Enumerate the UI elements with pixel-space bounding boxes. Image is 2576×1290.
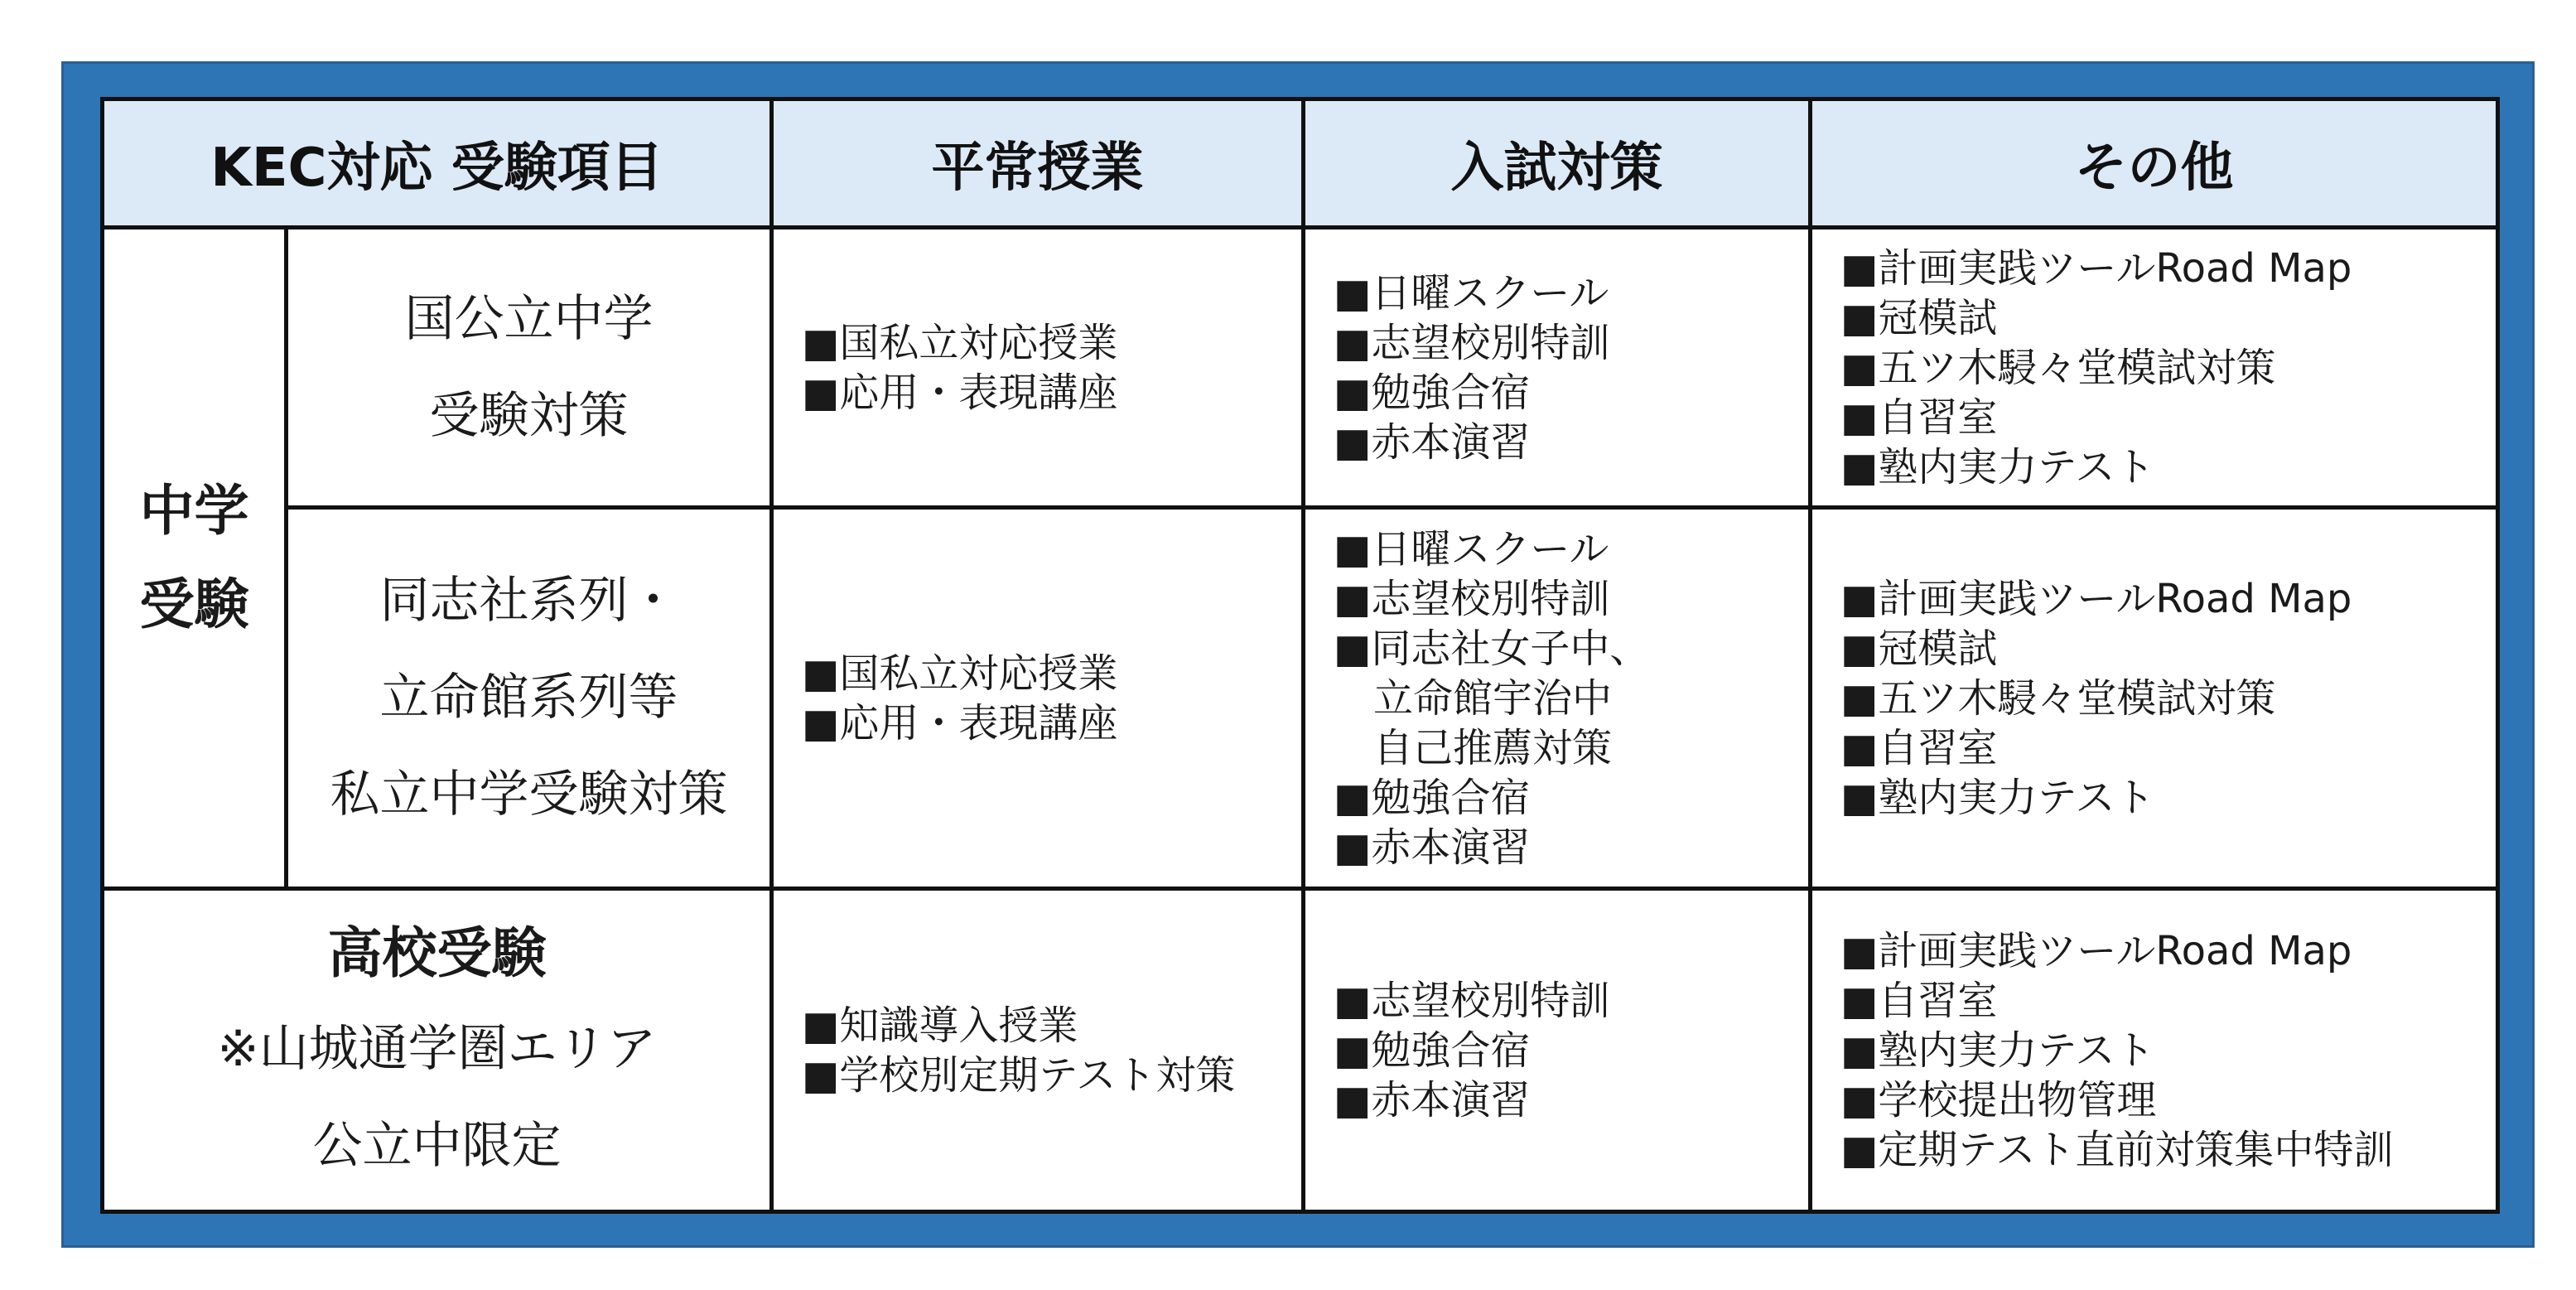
- list-item: ■国私立対応授業: [802, 319, 1118, 366]
- other-cell: [1811, 228, 2498, 508]
- public-middle-school-category: [287, 228, 772, 508]
- list-item: ■応用・表現講座: [802, 699, 1118, 746]
- list-item: ■冠模試: [1840, 294, 1998, 341]
- list-item: ■日曜スクール: [1334, 269, 1609, 316]
- list-item: 立命館宇治中: [1373, 674, 1613, 722]
- high-school-limit-note: 公立中限定: [312, 1117, 562, 1176]
- list-item: ■冠模試: [1840, 625, 1998, 672]
- high-school-exam-title: 高校受験: [327, 920, 547, 985]
- exam-prep-cell: [1304, 508, 1811, 889]
- blue-frame: [61, 61, 2535, 1248]
- table-row: [103, 228, 2498, 508]
- regular-classes-cell: [772, 889, 1304, 1212]
- list-item: ■勉強合宿: [1334, 774, 1531, 821]
- header-exam-items: KEC対応 受験項目: [103, 99, 772, 228]
- category-line: 同志社系列・: [379, 572, 678, 630]
- list-item: ■五ツ木駸々堂模試対策: [1840, 674, 2276, 722]
- list-item: ■志望校別特訓: [1334, 319, 1610, 366]
- category-line: 私立中学受験対策: [330, 766, 728, 824]
- course-table: [100, 97, 2500, 1214]
- list-item: ■応用・表現講座: [802, 369, 1118, 416]
- high-school-exam-category: [103, 889, 772, 1212]
- list-item: 自己推薦対策: [1373, 724, 1613, 771]
- table-row: [103, 889, 2498, 1212]
- other-cell: [1811, 508, 2498, 889]
- high-school-area-note: ※山城通学圏エリア: [217, 1020, 657, 1079]
- category-line: 立命館系列等: [379, 669, 678, 727]
- list-item: ■計画実践ツールRoad Map: [1840, 575, 2352, 622]
- list-item: ■五ツ木駸々堂模試対策: [1840, 344, 2276, 391]
- table-container: [100, 97, 2496, 1214]
- other-cell: [1811, 889, 2498, 1212]
- list-item: ■勉強合宿: [1334, 1027, 1531, 1074]
- list-item: ■塾内実力テスト: [1840, 1027, 2155, 1074]
- header-row: [103, 99, 2498, 228]
- list-item: ■塾内実力テスト: [1840, 443, 2155, 490]
- exam-prep-cell: [1304, 228, 1811, 508]
- header-exam-prep: 入試対策: [1304, 99, 1811, 228]
- list-item: ■定期テスト直前対策集中特訓: [1840, 1126, 2394, 1173]
- category-line: 国公立中学: [404, 289, 654, 348]
- table-row: [103, 508, 2498, 889]
- list-item: ■志望校別特訓: [1334, 977, 1610, 1024]
- list-item: ■赤本演習: [1334, 418, 1531, 466]
- list-item: ■計画実践ツールRoad Map: [1840, 244, 2352, 292]
- list-item: ■学校別定期テスト対策: [802, 1051, 1236, 1099]
- list-item: ■赤本演習: [1334, 824, 1531, 871]
- list-item: ■志望校別特訓: [1334, 575, 1610, 622]
- list-item: ■自習室: [1840, 724, 1998, 771]
- exam-prep-cell: [1304, 889, 1811, 1212]
- header-regular-classes: 平常授業: [772, 99, 1304, 228]
- list-item: ■国私立対応授業: [802, 650, 1118, 697]
- list-item: ■赤本演習: [1334, 1076, 1531, 1123]
- list-item: ■知識導入授業: [802, 1002, 1078, 1049]
- regular-classes-cell: [772, 228, 1304, 508]
- middle-school-exam-label: [103, 228, 287, 889]
- list-item: ■学校提出物管理: [1840, 1076, 2157, 1123]
- header-other: その他: [1811, 99, 2498, 228]
- category-line: 受験対策: [429, 386, 629, 445]
- list-item: ■自習室: [1840, 977, 1998, 1024]
- list-item: ■日曜スクール: [1334, 525, 1609, 573]
- middle-school-label-line1: 中学: [139, 479, 249, 544]
- private-middle-school-category: [287, 508, 772, 889]
- regular-classes-cell: [772, 508, 1304, 889]
- list-item: ■自習室: [1840, 394, 1998, 441]
- middle-school-label-line2: 受験: [139, 572, 249, 636]
- list-item: ■同志社女子中、: [1334, 625, 1650, 672]
- list-item: ■勉強合宿: [1334, 369, 1531, 416]
- list-item: ■計画実践ツールRoad Map: [1840, 927, 2352, 974]
- list-item: ■塾内実力テスト: [1840, 774, 2155, 821]
